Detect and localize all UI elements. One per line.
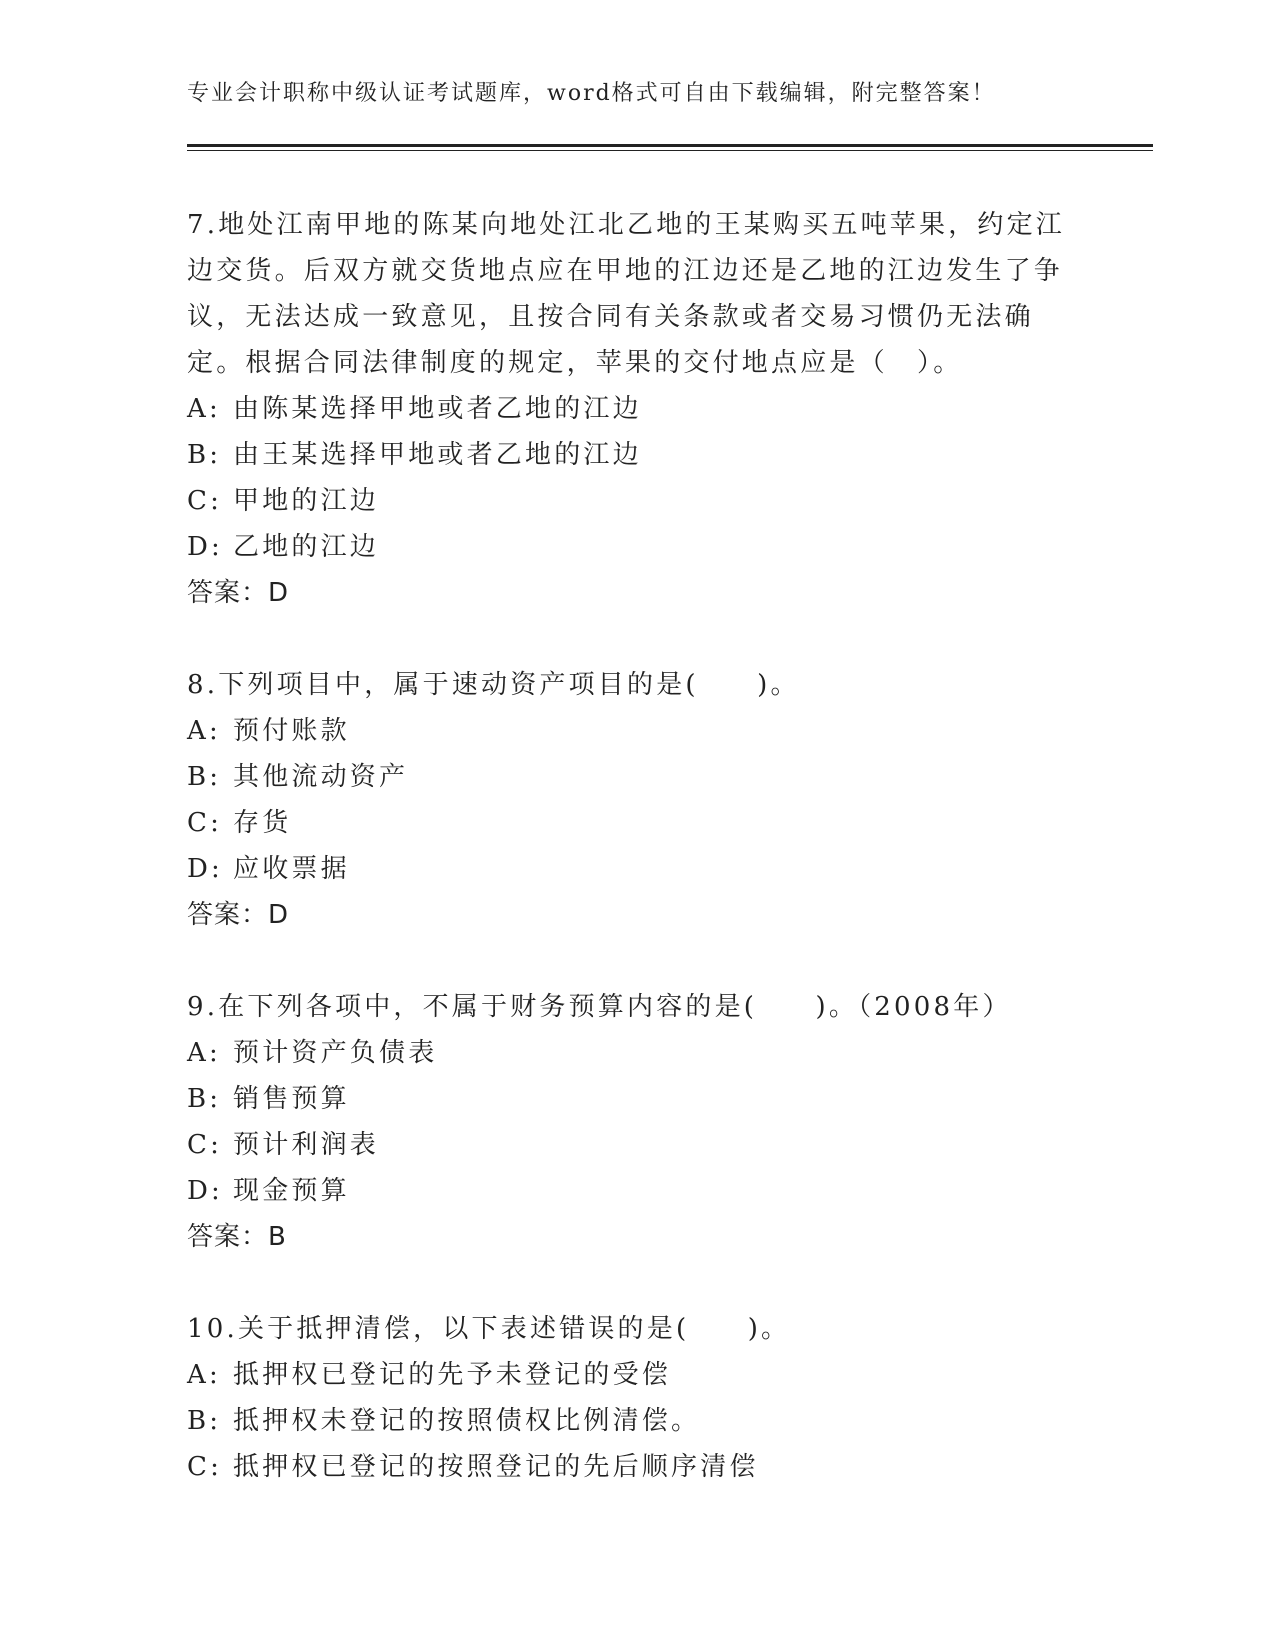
question-7 [187, 202, 1067, 616]
option-a [187, 1352, 1067, 1398]
option-letter: A: [187, 716, 221, 746]
option-a [187, 1030, 1067, 1076]
option-letter: A: [187, 1038, 221, 1068]
question-list [187, 202, 1067, 1536]
option-text: 乙地的江边 [233, 532, 380, 562]
question-text: 10.关于抵押清偿，以下表述错误的是( )。 [187, 1314, 791, 1344]
option-b [187, 432, 1067, 478]
option-text: 预付账款 [233, 716, 350, 746]
option-text: 预计资产负债表 [233, 1038, 438, 1068]
option-text: 由陈某选择甲地或者乙地的江边 [233, 394, 642, 424]
option-b [187, 1076, 1067, 1122]
option-a [187, 708, 1067, 754]
option-letter: D: [187, 1176, 224, 1206]
option-b [187, 1398, 1067, 1444]
option-letter: C: [187, 1130, 223, 1160]
option-text: 抵押权已登记的先予未登记的受偿 [233, 1360, 672, 1390]
option-text: 其他流动资产 [233, 762, 409, 792]
answer: 答案：D [187, 578, 290, 608]
option-letter: A: [187, 394, 221, 424]
option-letter: C: [187, 486, 223, 516]
option-letter: D: [187, 854, 224, 884]
option-letter: C: [187, 808, 223, 838]
option-b [187, 754, 1067, 800]
option-text: 预计利润表 [233, 1130, 380, 1160]
answer: 答案：B [187, 1222, 287, 1252]
option-c [187, 1444, 1067, 1490]
option-letter: B: [187, 1406, 222, 1436]
question-8 [187, 662, 1067, 938]
option-d [187, 846, 1067, 892]
option-letter: B: [187, 1084, 222, 1114]
option-letter: B: [187, 762, 222, 792]
header-divider-thick [187, 144, 1153, 147]
question-text: 9.在下列各项中，不属于财务预算内容的是( )。（2008年） [187, 992, 1012, 1022]
option-c [187, 800, 1067, 846]
option-c [187, 1122, 1067, 1168]
option-d [187, 524, 1067, 570]
option-letter: A: [187, 1360, 221, 1390]
page-header-title: 专业会计职称中级认证考试题库，word格式可自由下载编辑，附完整答案！ [187, 81, 996, 106]
option-text: 抵押权已登记的按照登记的先后顺序清偿 [233, 1452, 759, 1482]
question-text: 7.地处江南甲地的陈某向地处江北乙地的王某购买五吨苹果，约定江边交货。后双方就交货地点应在甲地的江边还是乙地的江边发生了争议，无法达成一致意见，且按合同有关条款或者交易习惯仍无法确定。根据合同法律制度的规定，苹果的交付地点应是（ ）。 [187, 210, 1066, 378]
question-text: 8.下列项目中，属于速动资产项目的是( )。 [187, 670, 800, 700]
option-letter: B: [187, 440, 222, 470]
option-text: 应收票据 [233, 854, 350, 884]
option-text: 由王某选择甲地或者乙地的江边 [233, 440, 642, 470]
option-letter: D: [187, 532, 224, 562]
option-letter: C: [187, 1452, 223, 1482]
option-text: 存货 [233, 808, 292, 838]
header-divider-thin [187, 150, 1153, 151]
question-9 [187, 984, 1067, 1260]
option-text: 销售预算 [233, 1084, 350, 1114]
option-text: 甲地的江边 [233, 486, 380, 516]
option-a [187, 386, 1067, 432]
option-text: 现金预算 [233, 1176, 350, 1206]
option-text: 抵押权未登记的按照债权比例清偿。 [233, 1406, 701, 1436]
answer: 答案：D [187, 900, 290, 930]
option-c [187, 478, 1067, 524]
option-d [187, 1168, 1067, 1214]
question-10 [187, 1306, 1067, 1490]
